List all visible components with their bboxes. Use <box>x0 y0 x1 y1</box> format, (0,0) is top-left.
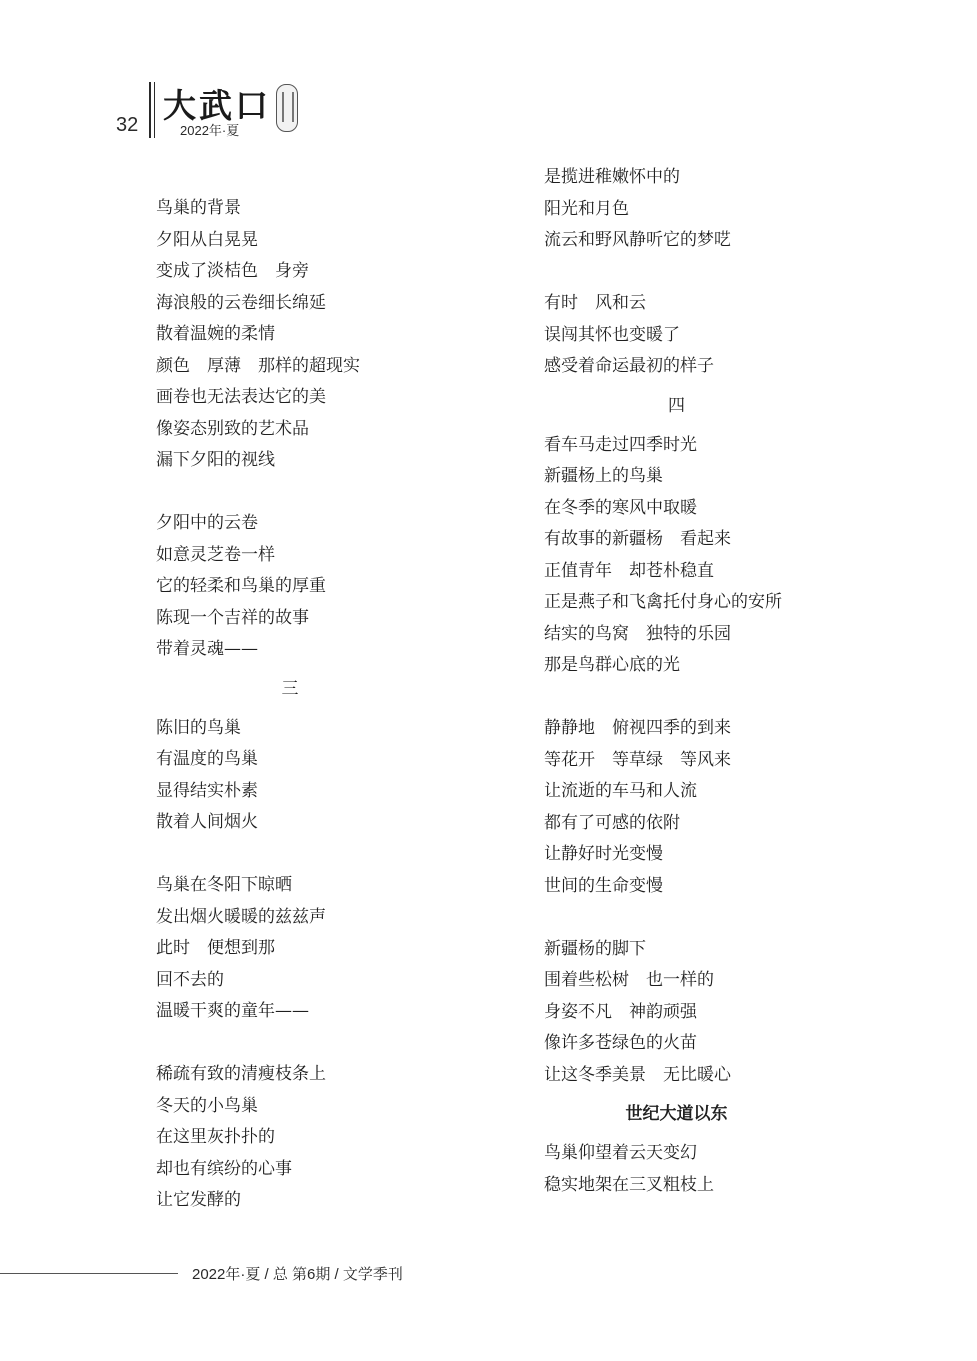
poem-line: 让静好时光变慢 <box>544 844 663 864</box>
page-number: 32 <box>116 114 139 136</box>
poem-line: 都有了可感的依附 <box>544 812 680 833</box>
poem-line: 新疆杨上的鸟巢 <box>544 466 663 486</box>
poem-line: 感受着命运最初的样子 <box>544 356 714 376</box>
poem-line: 正值青年 却苍朴稳直 <box>544 560 714 581</box>
poem-line: 此时 便想到那 <box>156 938 275 958</box>
poem-line: 画卷也无法表达它的美 <box>156 387 326 407</box>
poem-line: 像姿态别致的艺术品 <box>156 418 309 439</box>
issue-label: 2022年·夏 <box>180 123 240 138</box>
poem-line: 有温度的鸟巢 <box>156 749 258 769</box>
poem-line: 颜色 厚薄 那样的超现实 <box>156 355 360 376</box>
poem-line: 显得结实朴素 <box>156 780 258 801</box>
poem-line: 海浪般的云卷细长绵延 <box>156 292 326 313</box>
stanza-break <box>544 902 944 934</box>
poem-line: 夕阳从白晃晃 <box>156 229 258 250</box>
poem-line: 等花开 等草绿 等风来 <box>544 749 731 770</box>
poem-line: 让它发酵的 <box>156 1190 241 1210</box>
poem-line: 鸟巢的背景 <box>156 198 241 218</box>
poem-line: 那是鸟群心底的光 <box>544 655 680 675</box>
section-heading: 四 <box>668 395 685 416</box>
poem-line: 回不去的 <box>156 969 224 990</box>
poem-line: 稳实地架在三叉粗枝上 <box>544 1174 714 1195</box>
poem-line: 结实的鸟窝 独特的乐园 <box>544 623 731 644</box>
poem-line: 夕阳中的云卷 <box>156 513 258 533</box>
poem-line: 是揽进稚嫩怀中的 <box>544 167 680 187</box>
poem-line: 世间的生命变慢 <box>544 875 663 896</box>
poem-line: 鸟巢在冬阳下晾晒 <box>156 875 292 895</box>
seal-icon <box>276 84 298 132</box>
left-column <box>156 193 516 1217</box>
stanza-break <box>156 1028 516 1060</box>
poem-line: 正是燕子和飞禽托付身心的安所 <box>544 592 782 612</box>
poem-line: 变成了淡桔色 身旁 <box>156 261 309 281</box>
poem-title: 世纪大道以东 <box>625 1104 728 1124</box>
poem-line: 陈现一个吉祥的故事 <box>156 607 309 628</box>
poem-line: 有故事的新疆杨 看起来 <box>544 529 731 549</box>
poem-line: 新疆杨的脚下 <box>544 938 646 959</box>
right-column <box>544 162 944 1201</box>
poem-line: 误闯其怀也变暖了 <box>544 324 680 345</box>
page-header <box>0 0 977 160</box>
section-heading: 三 <box>281 678 299 699</box>
footer-issue-info: 2022年·夏 / 总 第6期 / 文学季刊 <box>192 1266 403 1283</box>
poem-line: 围着些松树 也一样的 <box>544 970 714 990</box>
poem-line: 在冬季的寒风中取暖 <box>544 497 697 518</box>
poem-line: 阳光和月色 <box>544 198 629 219</box>
poem-line: 冬天的小鸟巢 <box>156 1095 258 1116</box>
footer-rule <box>0 1273 178 1274</box>
stanza-break <box>544 682 944 714</box>
poem-line: 漏下夕阳的视线 <box>156 450 275 470</box>
poem-line: 陈旧的鸟巢 <box>156 717 241 738</box>
poem-line: 如意灵芝卷一样 <box>156 544 275 565</box>
poem-line: 鸟巢仰望着云天变幻 <box>544 1143 697 1163</box>
header-divider <box>149 82 151 138</box>
poem-line: 散着人间烟火 <box>156 812 258 832</box>
magazine-title: 大武口 <box>163 86 271 125</box>
header-divider-thin <box>154 82 155 138</box>
poem-line: 身姿不凡 神韵顽强 <box>544 1001 697 1022</box>
stanza-break <box>544 257 944 289</box>
poem-line: 散着温婉的柔情 <box>156 324 275 344</box>
poem-line: 在这里灰扑扑的 <box>156 1127 275 1147</box>
poem-line: 像许多苍绿色的火苗 <box>544 1033 697 1053</box>
stanza-break <box>156 839 516 871</box>
poem-line: 稀疏有致的清瘦枝条上 <box>156 1064 326 1084</box>
poem-line: 有时 风和云 <box>544 293 646 313</box>
poem-line: 带着灵魂—— <box>156 639 258 659</box>
poem-line: 流云和野风静听它的梦呓 <box>544 230 731 250</box>
poem-line: 却也有缤纷的心事 <box>156 1158 292 1179</box>
poem-line: 它的轻柔和鸟巢的厚重 <box>156 576 326 596</box>
poem-line: 让流逝的车马和人流 <box>544 781 697 801</box>
poem-line: 静静地 俯视四季的到来 <box>544 718 731 738</box>
stanza-break <box>156 477 516 509</box>
poem-line: 发出烟火暖暖的兹兹声 <box>156 906 326 927</box>
poem-line: 看车马走过四季时光 <box>544 434 697 455</box>
poem-line: 让这冬季美景 无比暖心 <box>544 1064 731 1085</box>
poem-line: 温暖干爽的童年—— <box>156 1001 309 1021</box>
